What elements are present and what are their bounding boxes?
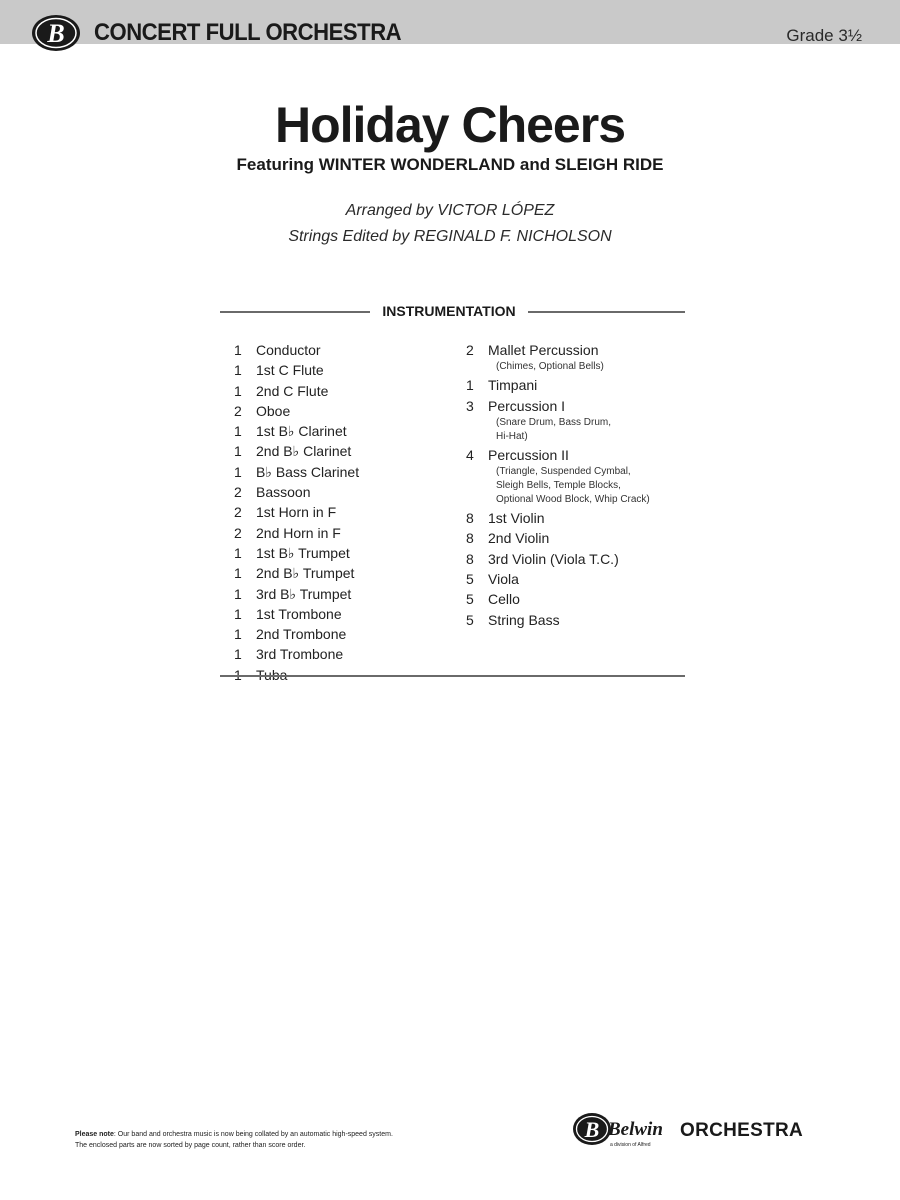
footer-note-label: Please note <box>75 1131 114 1138</box>
instrument-name: Percussion I <box>488 397 566 414</box>
series-title: CONCERT FULL ORCHESTRA <box>94 19 402 46</box>
instrument-row <box>234 463 444 481</box>
instrument-entry <box>234 544 444 562</box>
instrument-quantity: 2 <box>234 484 242 501</box>
instrument-name: 1st Violin <box>488 510 545 527</box>
instrument-row <box>466 397 696 415</box>
footer-note <box>75 1129 535 1151</box>
instrument-entry <box>466 570 696 588</box>
instrument-row <box>234 524 444 542</box>
instrument-entry <box>234 524 444 542</box>
instrument-entry <box>234 645 444 663</box>
svg-text:B: B <box>47 19 65 48</box>
instrument-entry <box>234 382 444 400</box>
instrument-name: 2nd Horn in F <box>256 524 341 541</box>
instrument-quantity: 8 <box>466 510 474 527</box>
instrument-entry <box>466 341 696 374</box>
instrument-entry <box>234 585 444 603</box>
instrument-name: Bassoon <box>256 484 311 501</box>
page-title: Holiday Cheers <box>274 97 625 153</box>
instrument-quantity: 1 <box>234 646 242 663</box>
instrument-name: 3rd B♭ Trumpet <box>256 585 352 602</box>
instrument-row <box>234 585 444 603</box>
instrument-entry <box>466 509 696 527</box>
instrument-quantity: 1 <box>234 585 242 602</box>
instrument-quantity: 2 <box>234 524 242 541</box>
publisher-logo <box>572 1108 842 1154</box>
instrument-entry <box>466 550 696 568</box>
instrument-name: 1st B♭ Trumpet <box>256 544 350 561</box>
instrument-name: Oboe <box>256 402 291 419</box>
instrument-entry <box>234 564 444 582</box>
instrument-name: Cello <box>488 591 520 608</box>
instrument-name: Conductor <box>256 342 321 358</box>
instrument-entry <box>234 341 444 359</box>
instrument-name: String Bass <box>488 611 560 628</box>
footer-note-line1: : Our band and orchestra music is now being collated by an automatic high-speed system. <box>113 1131 393 1138</box>
instrument-quantity: 1 <box>234 463 242 480</box>
instrument-quantity: 1 <box>234 626 242 643</box>
instrument-entry <box>466 529 696 547</box>
instrument-entry <box>234 483 444 501</box>
svg-text:B: B <box>584 1117 600 1142</box>
instrument-quantity: 2 <box>466 342 474 358</box>
instrument-quantity: 1 <box>234 544 242 561</box>
instrument-list-left <box>234 341 444 686</box>
instrument-quantity: 8 <box>466 550 474 567</box>
instrument-entry <box>466 590 696 608</box>
instrument-row <box>466 446 696 464</box>
instrument-quantity: 1 <box>234 342 242 358</box>
instrument-row <box>234 645 444 663</box>
instrument-entry <box>234 605 444 623</box>
instrument-name: Timpani <box>488 377 538 394</box>
instrument-row <box>234 503 444 521</box>
instrument-row <box>234 361 444 379</box>
instrument-quantity: 4 <box>466 446 474 463</box>
belwin-logo-icon <box>30 12 82 54</box>
instrument-row <box>234 341 444 359</box>
instrument-name: 2nd Violin <box>488 530 550 547</box>
instrument-row <box>466 570 696 588</box>
instrument-quantity: 1 <box>234 362 242 379</box>
instrument-name: Viola <box>488 571 519 588</box>
instrument-row <box>234 382 444 400</box>
belwin-publisher-logo-icon <box>572 1108 687 1150</box>
instrument-quantity: 1 <box>234 443 242 460</box>
strings-editor-credit: Strings Edited by REGINALD F. NICHOLSON <box>288 228 612 245</box>
instrument-note: Sleigh Bells, Temple Blocks, <box>496 480 621 492</box>
instrument-entry <box>234 422 444 440</box>
instrument-entry <box>234 463 444 481</box>
instrument-entry <box>234 503 444 521</box>
instrument-quantity: 1 <box>234 565 242 582</box>
instrument-quantity: 1 <box>234 382 242 399</box>
instrument-name: 2nd B♭ Trumpet <box>256 565 355 582</box>
publisher-tagline: a division of Alfred <box>610 1142 651 1148</box>
instrument-entry <box>234 442 444 460</box>
instrument-entry <box>234 625 444 643</box>
arranger-credit: Arranged by VICTOR LÓPEZ <box>345 202 555 219</box>
instrument-quantity: 1 <box>466 377 474 394</box>
instrument-entry <box>466 446 696 507</box>
instrument-name: 2nd Trombone <box>256 626 347 643</box>
instrument-row <box>234 483 444 501</box>
instrument-row <box>234 564 444 582</box>
instrument-note: (Snare Drum, Bass Drum, <box>496 416 612 428</box>
instrument-name: 1st B♭ Clarinet <box>256 423 347 440</box>
instrument-entry <box>466 376 696 394</box>
instrument-quantity: 5 <box>466 591 474 608</box>
instrument-note: (Triangle, Suspended Cymbal, <box>496 466 631 478</box>
grade-level: Grade 3½ <box>786 26 862 45</box>
instrument-row <box>466 529 696 547</box>
instrument-row <box>234 442 444 460</box>
instrument-name: Mallet Percussion <box>488 342 599 358</box>
instrument-name: 1st Trombone <box>256 605 342 622</box>
instrument-quantity: 8 <box>466 530 474 547</box>
instrument-row <box>234 544 444 562</box>
instrument-list-right <box>466 341 696 631</box>
instrument-quantity: 3 <box>466 397 474 414</box>
instrument-quantity: 5 <box>466 571 474 588</box>
instrument-quantity: 1 <box>234 605 242 622</box>
instrument-row <box>466 590 696 608</box>
subtitle: Featuring WINTER WONDERLAND and SLEIGH RIDE <box>236 155 664 174</box>
divider-left <box>220 311 370 313</box>
instrument-note: Hi-Hat) <box>496 430 528 442</box>
publisher-name: ORCHESTRA <box>680 1120 804 1141</box>
divider-right <box>528 311 685 313</box>
instrument-note: (Chimes, Optional Bells) <box>496 361 604 373</box>
instrument-note: Optional Wood Block, Whip Crack) <box>496 494 650 506</box>
instrument-quantity: 2 <box>234 504 242 521</box>
instrument-row <box>234 422 444 440</box>
instrument-name: 2nd C Flute <box>256 382 329 399</box>
instrument-entry <box>466 397 696 444</box>
instrument-quantity: 5 <box>466 611 474 628</box>
instrument-row <box>234 402 444 420</box>
publisher-logo-text: Belwin <box>608 1119 663 1140</box>
instrument-row <box>466 341 696 359</box>
instrument-quantity: 2 <box>234 402 242 419</box>
instrument-row <box>234 605 444 623</box>
instrument-row <box>466 376 696 394</box>
instrument-name: B♭ Bass Clarinet <box>256 463 360 480</box>
divider-bottom <box>220 675 685 677</box>
instrument-entry <box>234 361 444 379</box>
instrument-entry <box>466 611 696 629</box>
instrument-row <box>466 611 696 629</box>
instrument-name: 3rd Violin (Viola T.C.) <box>488 550 619 567</box>
instrumentation-heading: INSTRUMENTATION <box>382 303 516 319</box>
instrument-name: 3rd Trombone <box>256 646 344 663</box>
instrument-quantity: 1 <box>234 423 242 440</box>
instrument-name: 2nd B♭ Clarinet <box>256 443 352 460</box>
instrument-row <box>466 509 696 527</box>
footer-note-line2: The enclosed parts are now sorted by page count, rather than score order. <box>75 1142 306 1149</box>
instrument-name: 1st Horn in F <box>256 504 337 521</box>
instrument-row <box>234 625 444 643</box>
instrument-row <box>466 550 696 568</box>
instrument-name: 1st C Flute <box>256 362 324 379</box>
instrument-name: Percussion II <box>488 446 569 463</box>
instrument-entry <box>234 402 444 420</box>
